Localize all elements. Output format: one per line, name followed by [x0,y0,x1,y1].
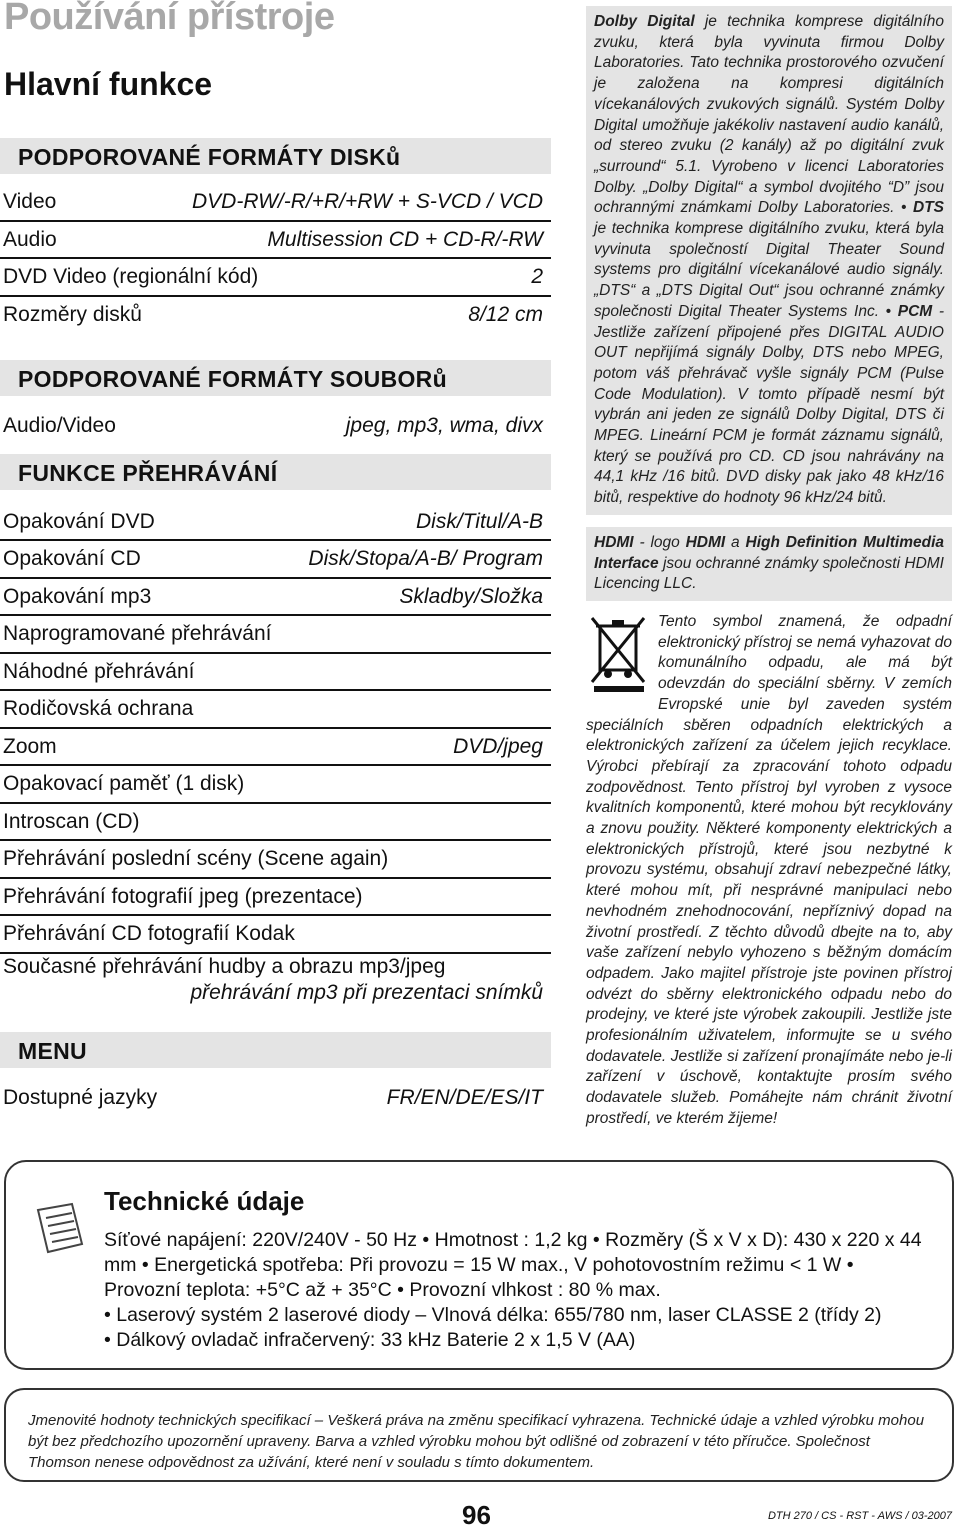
spec-row [0,184,551,222]
spec-value: DVD-RW/-R/+R/+RW + S-VCD / VCD [191,190,543,213]
hdmi-text: HDMI [685,533,726,551]
spec-label: Přehrávání CD fotografií Kodak [3,922,295,945]
spec-label: Audio/Video [3,414,116,437]
page-number: 96 [462,1500,491,1530]
hdmi-text: - logo [639,533,680,551]
spec-label: DVD Video (regionální kód) [3,265,259,288]
playback-heading: FUNKCE PŘEHRÁVÁNÍ [0,454,551,490]
spec-label: Introscan (CD) [3,809,140,833]
spec-label: Současné přehrávání hudby a obrazu mp3/jpeg [3,954,446,978]
weee-text: Tento symbol znamená, že odpadní elektronický přístroj se nemá vyhazovat do komunálního odpadu, ale má být odevzdán do speciální sběrny. V zemích Evropské unie byl zaveden systém speciálních sběren odpadních elektrických a elektronických zařízení za účelem jejich recyklace. Výrobci přebírají za zpracování tohoto odpadu zodpovědnost. Tento přístroj byl vyroben z vysoce kvalitních komponentů, které mohou být recyklovány a znovu použity. Některé komponenty elektrických a elektronických přístrojů, které jsou nezbytné k provozu systému, obsahují zdraví nebezpečné látky, které mohou mít, při nesprávné manipulaci nebo nevhodném znehodnocování, nepříznivý dopad na životní prostředí. Z těchto důvodů dbejte na to, aby vaše zařízení nebylo vyhozeno s běžným domácím odpadem. Jako majitel přístroje jste povinen přístroj odvézt do sběrny elektronického odpadu nebo do prodejny, ve které jste výrobek zakoupili. Jestliže jste profesionálním uživatelem, informujte se u svého dodavatele. Jestliže si zařízení pronajímáte nebo je-li zařízení v úschově, kontaktujte prosím svého dodavatele služeb. Pomáhejte nám chránit životní prostředí, ve kterém žijeme! [586,613,952,1127]
pcm-text: - Jestliže zařízení připojené přes DIGITAL AUDIO OUT nepřijímá signály Dolby, DTS nebo MPEG, potom váš přehrávač vyšle signály PCM (Pulse Code Modulation). V tomto případě nesmí být vybrán ani jeden ze signálů Dolby Digital, DTS či MPEG. Lineární PCM je formát záznamu signálů, který se používá pro CD. CD jsou nahrávány na 44,1 kHz /16 bitů. DVD disky pak jako 48 kHz/16 bitů, respektive do hodnoty 96 kHz/24 bitů. [594,302,944,507]
tech-body [104,1228,924,1353]
spec-row [0,766,551,804]
weee-notice [586,612,952,1130]
dolby-text: je technika komprese digitálního zvuku, která byla vyvinuta firmou Dolby Laboratories. Tato technika prostorového ozvučení je založena na kompresi digitálních vícekanálových zvukových signálů. Systém Dolby Digital umožňuje jakékoliv nastavení audio kanálů, od stereo zvuku (2 kanály) až po digitální zvuk „surround“ 5.1. Vyrobeno v licenci Laboratories Dolby. „Dolby Digital“ a symbol dvojitého “D” jsou ochrannými známkami Dolby Laboratories. [594,13,945,217]
document-code: DTH 270 / CS - RST - AWS / 03-2007 [767,1510,952,1522]
dts-text: je technika komprese digitálního zvuku, která byla vyvinuta společností Digital Theater Sound systems pro digitální vícekanálové audio signály. „DTS“ a „DTS Digital Out“ jsou ochranné známky společnosti Digital Theater Systems Inc. [594,220,944,320]
spec-row [0,729,551,767]
info-column [586,6,952,601]
spec-value: jpeg, mp3, wma, divx [345,414,543,437]
disc-formats-heading: PODPOROVANÉ FORMÁTY DISKů [0,138,551,174]
spec-label: Zoom [3,734,57,758]
spec-value: 2 [531,265,543,288]
spec-label: Přehrávání poslední scény (Scene again) [3,847,389,870]
spec-row [0,879,551,917]
tech-line: • Dálkový ovladač infračervený: 33 kHz Baterie 2 x 1,5 V (AA) [104,1329,636,1351]
spec-label: Naprogramované přehrávání [3,622,272,645]
dts-label: DTS [913,199,944,217]
spec-label: Opakování CD [3,547,141,570]
spec-label: Opakování mp3 [3,584,152,608]
spec-value: přehrávání mp3 při prezentaci snímků [190,980,543,1004]
spec-row [0,691,551,729]
hdmi-text: jsou ochranné známky společnosti HDMI Licencing LLC. [594,554,944,593]
document-icon [32,1200,88,1260]
hdmi-text: a [731,533,740,551]
hdmi-label: HDMI [594,533,634,551]
tech-line: • Laserový systém 2 laserové diody – Vlnová délka: 655/780 nm, laser CLASSE 2 (třídy 2) [104,1304,882,1326]
spec-value: 8/12 cm [468,302,543,326]
pcm-label: PCM [897,302,933,320]
dolby-label: Dolby Digital [594,13,695,30]
spec-label: Rozměry disků [3,302,142,326]
spec-row [0,579,551,617]
spec-row [0,916,551,954]
spec-label: Dostupné jazyky [3,1085,158,1109]
crossed-bin-icon [586,612,652,694]
hdmi-text: High Definition Multimedia Interface [594,533,945,572]
page-title: Používání přístroje [4,0,335,38]
file-formats-heading: PODPOROVANÉ FORMÁTY SOUBORů [0,360,551,396]
spec-value: Disk/Stopa/A-B/ Program [308,547,543,570]
disclaimer-text: Jmenovité hodnoty technických specifikací – Veškerá práva na změnu specifikací vyhrazena. Technické údaje a vzhled výrobku mohou být bez předchozího upozornění upraveny. Barva a vzhled výrobku mohou být odlišné od zobrazení v této příručce. Společnost Thomson nenese odpovědnost za užívání, které není v souladu s tímto dokumentem. [28,1412,925,1471]
features-column [0,138,551,1115]
spec-row [0,804,551,842]
spec-label: Audio [3,227,57,251]
spec-row [0,297,551,333]
spec-row [0,541,551,579]
spec-value: Skladby/Složka [399,584,543,608]
spec-value: DVD/jpeg [453,734,543,758]
spec-label: Video [3,190,57,213]
spec-row [0,1080,551,1116]
tech-specs-box [4,1160,954,1370]
spec-row [0,408,551,444]
hdmi-box [586,527,952,601]
disclaimer-box [4,1388,954,1482]
spec-value: Disk/Titul/A-B [416,509,543,533]
spec-row [0,654,551,692]
spec-label: Rodičovská ochrana [3,697,194,720]
spec-label: Přehrávání fotografií jpeg (prezentace) [3,884,363,908]
spec-value: Multisession CD + CD-R/-RW [267,227,543,251]
tech-line: Síťové napájení: 220V/240V - 50 Hz • Hmotnost : 1,2 kg • Rozměry (Š x V x D): 430 x 220 x 44 mm • Energetická spotřeba: Při provozu = 15 W max., V pohotovostním režimu < 1 W • Provozní teplota: +5°C až + 35°C • Provozní vlhkost : 80 % max. [104,1229,922,1301]
tech-title: Technické údaje [104,1186,305,1216]
menu-heading: MENU [0,1032,551,1068]
spec-label: Opakovací paměť (1 disk) [3,772,245,795]
spec-row [0,259,551,297]
spec-row [0,504,551,542]
spec-row [0,841,551,879]
spec-row [0,954,551,1012]
spec-value: FR/EN/DE/ES/IT [386,1085,543,1109]
spec-row [0,222,551,260]
audio-formats-box: Dolby Digital je technika komprese digitálního zvuku, která byla vyvinuta firmou Dolby Laboratories. Tato technika prostorového ozvučení je založena na kompresi digitálních vícekanálových zvukových signálů. Systém Dolby Digital umožňuje jakékoliv nastavení audio kanálů, od stereo zvuku (2 kanály) až po digitální zvuk „surround“ 5.1. Vyrobeno v licenci Laboratories Dolby. „Dolby Digital“ a symbol dvojitého “D” jsou ochrannými známkami Dolby Laboratories. • DTS je technika komprese digitálního zvuku, která byla vyvinuta společností Digital Theater Sound systems pro digitální vícekanálové audio signály. „DTS“ a „DTS Digital Out“ jsou ochranné známky společnosti Digital Theater Systems Inc. • PCM - Jestliže zařízení připojené přes DIGITAL AUDIO OUT nepřijímá signály Dolby, DTS nebo MPEG, potom váš přehrávač vyšle signály PCM (Pulse Code Modulation). V tomto případě nesmí být vybrán ani jeden ze signálů Dolby Digital, DTS či MPEG. Lineární PCM je formát záznamu signálů, který se používá pro CD. CD jsou nahrávány na 44,1 kHz /16 bitů. DVD disky pak jako 48 kHz/16 bitů, respektive do hodnoty 96 kHz/24 bitů. [586,6,952,515]
spec-label: Náhodné přehrávání [3,659,195,683]
section-title: Hlavní funkce [4,66,213,102]
spec-row [0,616,551,654]
spec-label: Opakování DVD [3,509,155,533]
